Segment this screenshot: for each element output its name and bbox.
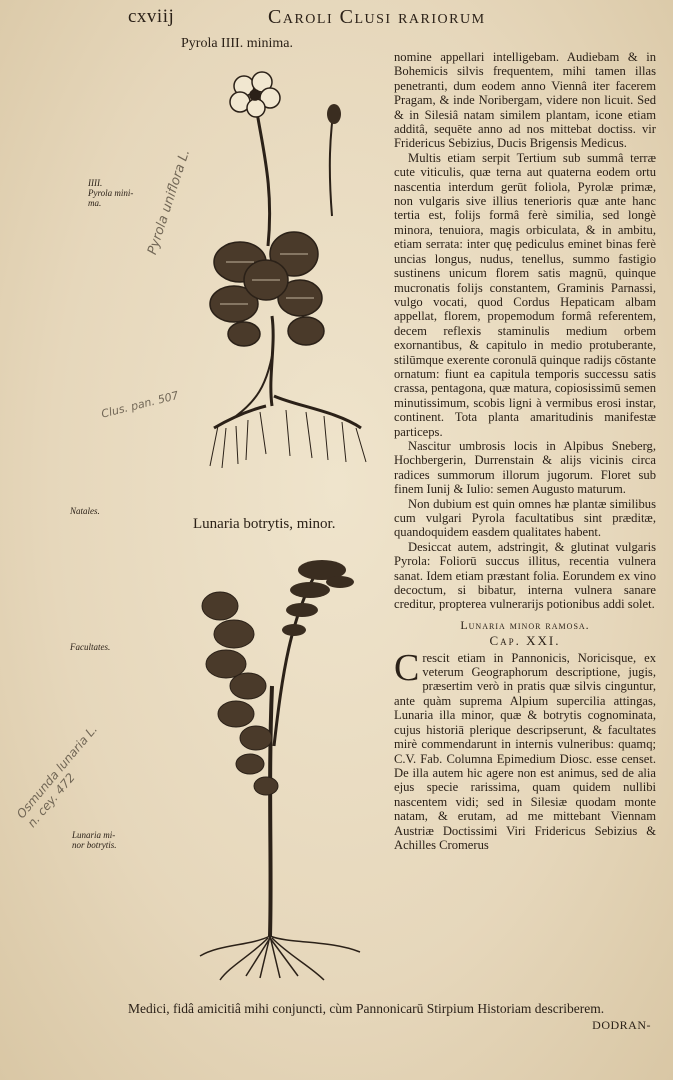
margin-note-lunaria: Lunaria mi- nor botrytis. bbox=[72, 830, 117, 850]
paragraph: Non dubium est quin omnes hæ plantæ similibus cum vulgari Pyrola facultatibus sint præditæ, quandoquidem easdem qualitates habent. bbox=[394, 496, 656, 540]
handwritten-annotation: Osmunda lunaria L. n. cey. 472 bbox=[14, 722, 101, 830]
paragraph-text: rescit etiam in Pannonicis, Noricisque, ex veterum Geographorum descriptione, jugis, præsertim verò in pratis quæ silvis cinguntur, ante quàm suprema Alpium supercilia attingas, Lunaria illa minor, quæ & botrytis cognominata, cujus historiā plerique descripserunt, & facultates mirè commendarunt in internis vulneribus: quamq; C.V. Fab. Columna Epimedium Diosc. esse censet. De illa autem hic agere non est animus, sed de alia ejus specie rarissima, quam quidem nullibi nascentem vidi; sed in Silesiæ quodam monte natam, & erutam, ad me mittebant Viennam Austriæ Doctissimi Viri Fridericus Sebizius & Achilles Cromerus bbox=[394, 650, 656, 852]
chapter-number: Cap. XXI. bbox=[489, 633, 561, 649]
drop-cap: C bbox=[394, 646, 420, 689]
handwritten-annotation: Pyrola uniflora L. bbox=[145, 147, 194, 257]
main-text-column bbox=[394, 50, 656, 852]
handwritten-annotation: Clus. pan. 507 bbox=[100, 388, 180, 421]
margin-note-facultates: Facultates. bbox=[70, 642, 111, 652]
running-title: Caroli Clusi rariorum bbox=[268, 6, 486, 28]
chapter-title: Lunaria minor ramosa. bbox=[460, 617, 590, 632]
paragraph: Desiccat autem, adstringit, & glutinat vulgaris Pyrola: Foliorū succus illitus, recentia vulnera sanat. Idem etiam præstant folia. Eorundem ex vino decoctum, si bibatur, interna vulnera sanare creditur, propterea vulnerarijs potionibus addi solet. bbox=[394, 539, 656, 612]
catchword: DODRAN- bbox=[592, 1018, 651, 1032]
margin-note-natales: Natales. bbox=[70, 506, 100, 516]
paragraph: nomine appellari intelligebam. Audiebam & in Bohemicis silvis frequentem, mihi tamen illas penetranti, dum eodem anno Viennâ iter facerem Pragam, & inde Noribergam, videre non licuit. Sed & in Silesiâ natam similem plantam, icone etiam additâ, sequēte anno ad nos mittebat doctiss. vir Fridericus Sebizius, Ducis Brigensis Medicus. bbox=[394, 50, 656, 151]
paragraph bbox=[394, 646, 656, 853]
figure-caption-lunaria: Lunaria botrytis, minor. bbox=[193, 516, 336, 532]
lunaria-woodcut-illustration bbox=[190, 546, 370, 982]
paragraph: Multis etiam serpit Tertium sub summâ terræ cute viticulis, quæ terna aut quaterna eodem ortu nascentia interdum gerūt foliola, Pyrolæ primæ, non vulgaris sive illius tenerioris quæ ante hanc tertia est, folijs formâ ferè similia, sed longè minora, tenuiora, magis orbiculata, & in ambitu, etiam serrata: inter quę pediculus eminet binas ferè uncias longus, nudus, tenellus, summo fastigio sustinens unicum florem satis magnū, quinque mucronatis folijs constantem, Graminis Parnassi, vulgo vocati, quod Cordus Hepaticam albam appellat, florem, propemodum formâ referentem, decem reflexis staminulis medium orbem exornantibus, & capitulo in medio protuberante, stilūmque exerente coronulā quinque radijs cōstante ornatum: fiunt ea capitula temporis successu satis crassa, pentagona, quæ matura, copiosissimū semen minutissimum, scobis ligni à vermibus erosi instar, continent. Tota planta amaritudinis manifestæ particeps. bbox=[394, 150, 656, 439]
page-number: cxviij bbox=[128, 6, 175, 27]
paragraph: Nascitur umbrosis locis in Alpibus Sneberg, Hochbergerin, Durrenstain & alijs vicinis circa radices summorum illorum jugorum. Floret sub finem Iunij & Iulio: semen Augusto maturum. bbox=[394, 438, 656, 497]
pyrola-woodcut-illustration bbox=[196, 66, 376, 486]
margin-note-pyrola: IIII. Pyrola mini- ma. bbox=[88, 178, 134, 208]
figure-caption-pyrola: Pyrola IIII. minima. bbox=[181, 36, 293, 51]
full-width-last-line: Medici, fidâ amicitiâ mihi conjuncti, cùm Pannonicarū Stirpium Historiam describerem. bbox=[128, 1001, 605, 1016]
